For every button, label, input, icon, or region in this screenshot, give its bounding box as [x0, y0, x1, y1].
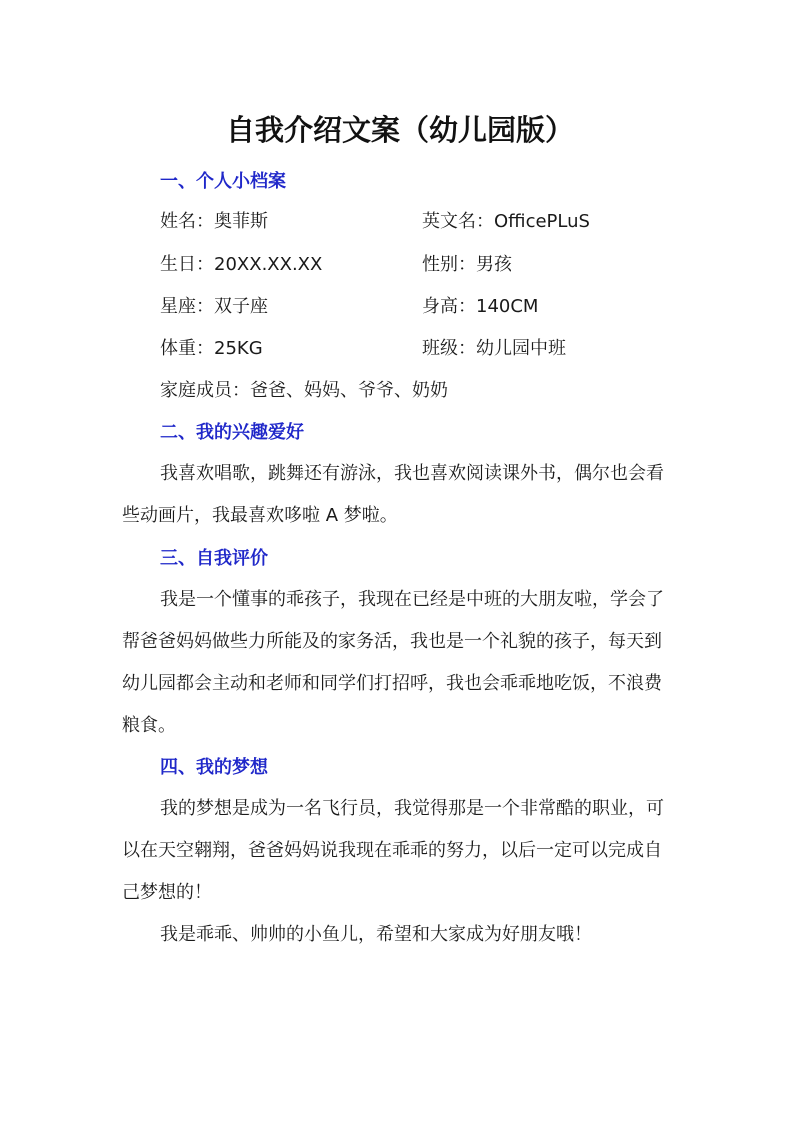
evaluation-paragraph: [122, 579, 682, 747]
profile-gender: 性别：男孩: [422, 254, 512, 275]
paragraph-line: 我是一个懂事的乖孩子，我现在已经是中班的大朋友啦，学会了: [160, 589, 664, 610]
paragraph-line: 些动画片，我最喜欢哆啦 A 梦啦。: [122, 505, 398, 526]
dream-paragraph: [122, 788, 682, 956]
profile-class: 班级：幼儿园中班: [422, 338, 566, 359]
profile-english-name: 英文名：OfficePLuS: [422, 211, 590, 232]
paragraph-line: 我的梦想是成为一名飞行员，我觉得那是一个非常酷的职业，可: [160, 798, 664, 819]
section-heading-dream: 四、我的梦想: [160, 757, 268, 778]
paragraph-line: 粮食。: [122, 715, 176, 736]
paragraph-line: 帮爸爸妈妈做些力所能及的家务活，我也是一个礼貌的孩子，每天到: [122, 631, 662, 652]
profile-zodiac: 星座：双子座: [160, 296, 268, 317]
hobbies-paragraph: [122, 453, 682, 537]
section-heading-evaluation: 三、自我评价: [160, 548, 268, 569]
profile-height: 身高：140CM: [422, 296, 539, 317]
paragraph-line: 我喜欢唱歌，跳舞还有游泳，我也喜欢阅读课外书，偶尔也会看: [160, 463, 664, 484]
closing-line: 我是乖乖、帅帅的小鱼儿，希望和大家成为好朋友哦！: [160, 924, 592, 945]
paragraph-line: 己梦想的！: [122, 882, 212, 903]
section-heading-hobbies: 二、我的兴趣爱好: [160, 422, 304, 443]
page-title: 自我介绍文案（幼儿园版）: [225, 113, 574, 147]
profile-birthday: 生日：20XX.XX.XX: [160, 254, 323, 275]
paragraph-line: 幼儿园都会主动和老师和同学们打招呼，我也会乖乖地吃饭，不浪费: [122, 673, 662, 694]
paragraph-line: 以在天空翱翔，爸爸妈妈说我现在乖乖的努力，以后一定可以完成自: [122, 840, 662, 861]
profile-family: 家庭成员：爸爸、妈妈、爷爷、奶奶: [160, 380, 448, 401]
profile-weight: 体重：25KG: [160, 338, 263, 359]
section-heading-profile: 一、个人小档案: [160, 171, 286, 192]
profile-name: 姓名：奥菲斯: [160, 211, 268, 232]
